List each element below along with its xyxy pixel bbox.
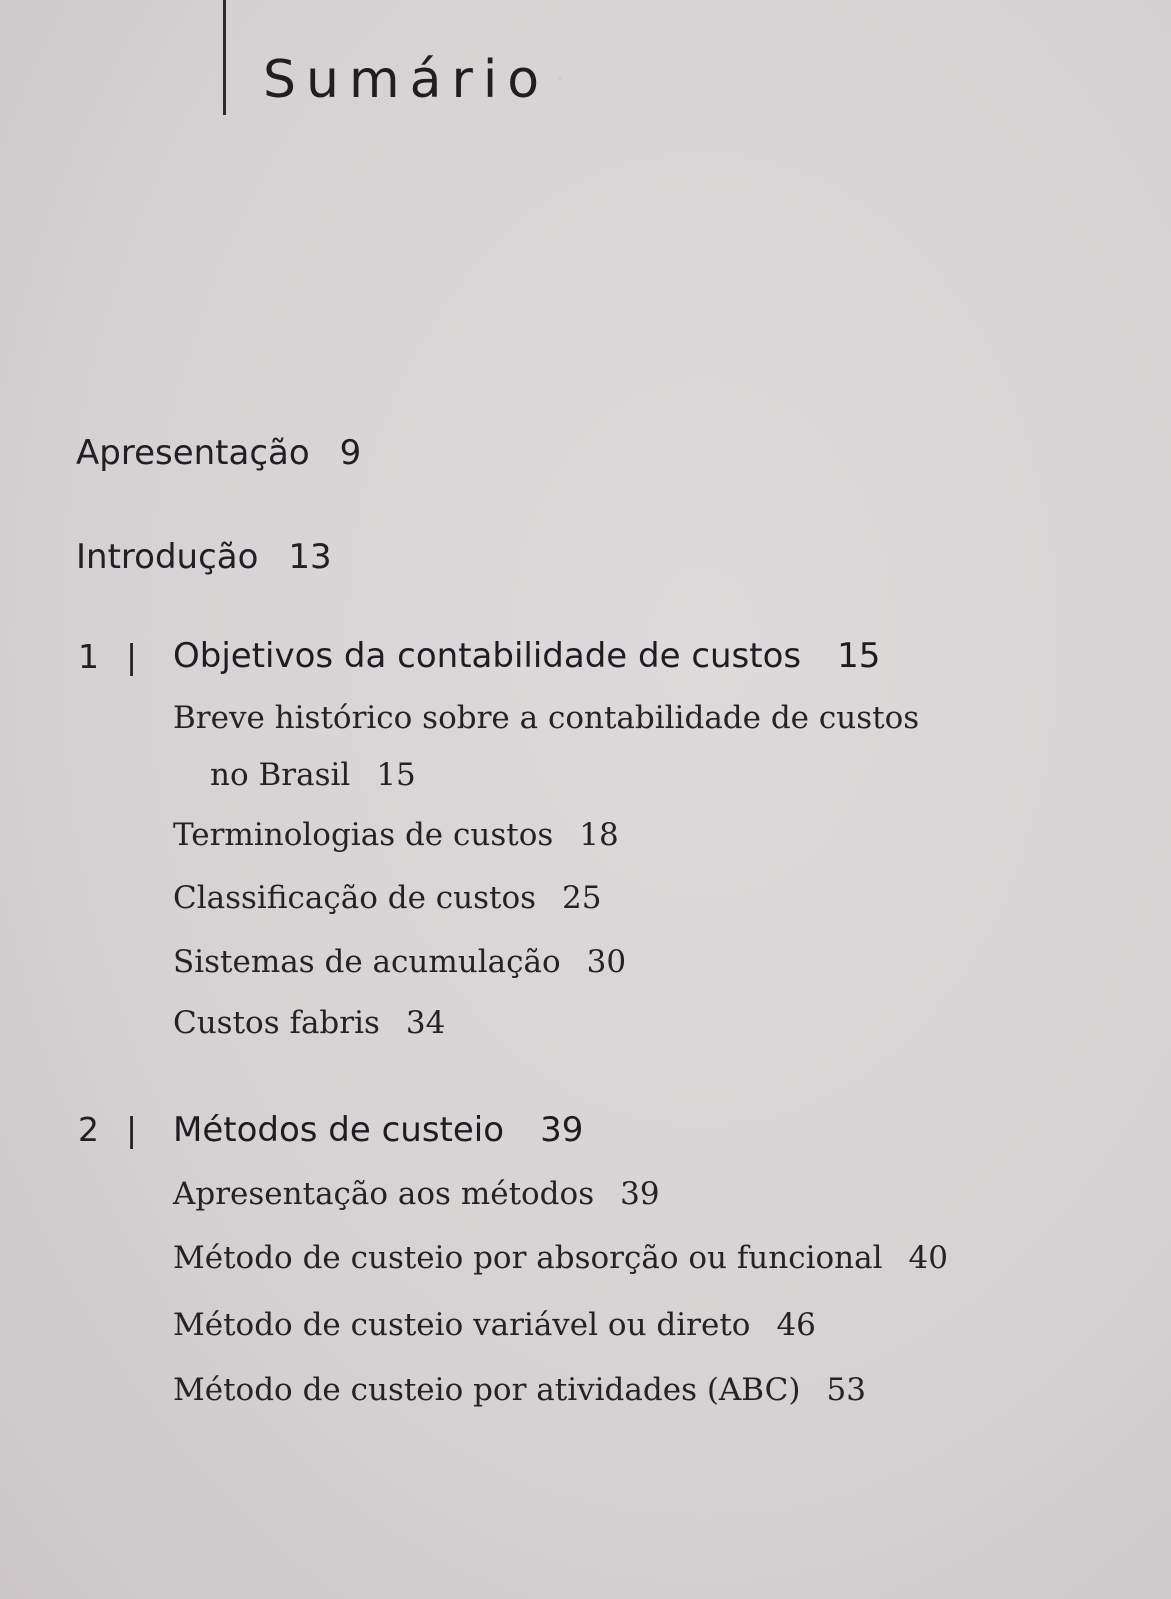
toc-section-label: Classificação de custos [173, 880, 537, 916]
chapter-title-label: Objetivos da contabilidade de custos [173, 636, 802, 676]
toc-entry-page: 9 [339, 433, 362, 473]
toc-section [173, 944, 626, 980]
chapter-page: 15 [837, 636, 881, 676]
chapter-title-label: Métodos de custeio [173, 1110, 505, 1150]
toc-section-label: Breve histórico sobre a contabilidade de custos [173, 700, 920, 736]
chapter-number: 1 [78, 637, 99, 676]
toc-section-label: Método de custeio por atividades (ABC) [173, 1372, 801, 1408]
toc-entry-label: Apresentação [76, 433, 310, 473]
toc-section-page: 15 [376, 757, 416, 793]
toc-section-label: Apresentação aos métodos [173, 1176, 595, 1212]
chapter-page: 39 [540, 1110, 584, 1150]
toc-entry-label: Introdução [76, 537, 259, 577]
toc-section [173, 1176, 660, 1212]
toc-section-page: 30 [586, 944, 627, 980]
chapter-separator: | [126, 1110, 138, 1149]
toc-section [173, 700, 919, 736]
chapter-title [173, 636, 880, 676]
toc-section-page: 18 [579, 817, 619, 853]
toc-section [173, 1240, 948, 1276]
chapter-title [173, 1110, 583, 1150]
toc-section-page: 34 [405, 1005, 446, 1041]
toc-section-page: 40 [908, 1240, 948, 1276]
toc-section-page: 53 [826, 1372, 866, 1408]
toc-section [173, 880, 602, 916]
toc-section [173, 1005, 445, 1041]
toc-section [173, 1307, 816, 1343]
toc-entry-apresentacao [76, 433, 361, 473]
toc-section [173, 817, 619, 853]
toc-entry-page: 13 [288, 537, 332, 577]
toc-section-label: Método de custeio variável ou direto [173, 1307, 751, 1343]
toc-section-page: 39 [620, 1176, 660, 1212]
toc-section [173, 1372, 866, 1408]
toc-section-label: no Brasil [210, 757, 351, 793]
toc-entry-introducao [76, 537, 332, 577]
chapter-separator: | [126, 637, 138, 676]
toc-section-label: Método de custeio por absorção ou funcional [173, 1240, 883, 1276]
page-title: Sumário [263, 50, 550, 110]
toc-section-label: Terminologias de custos [173, 817, 554, 853]
toc-section-continuation [210, 757, 416, 793]
chapter-number: 2 [78, 1110, 99, 1149]
toc-section-label: Sistemas de acumulação [173, 944, 561, 980]
toc-section-page: 46 [776, 1307, 816, 1343]
title-rule [223, 0, 226, 115]
toc-section-label: Custos fabris [173, 1005, 380, 1041]
toc-section-page: 25 [562, 880, 602, 916]
